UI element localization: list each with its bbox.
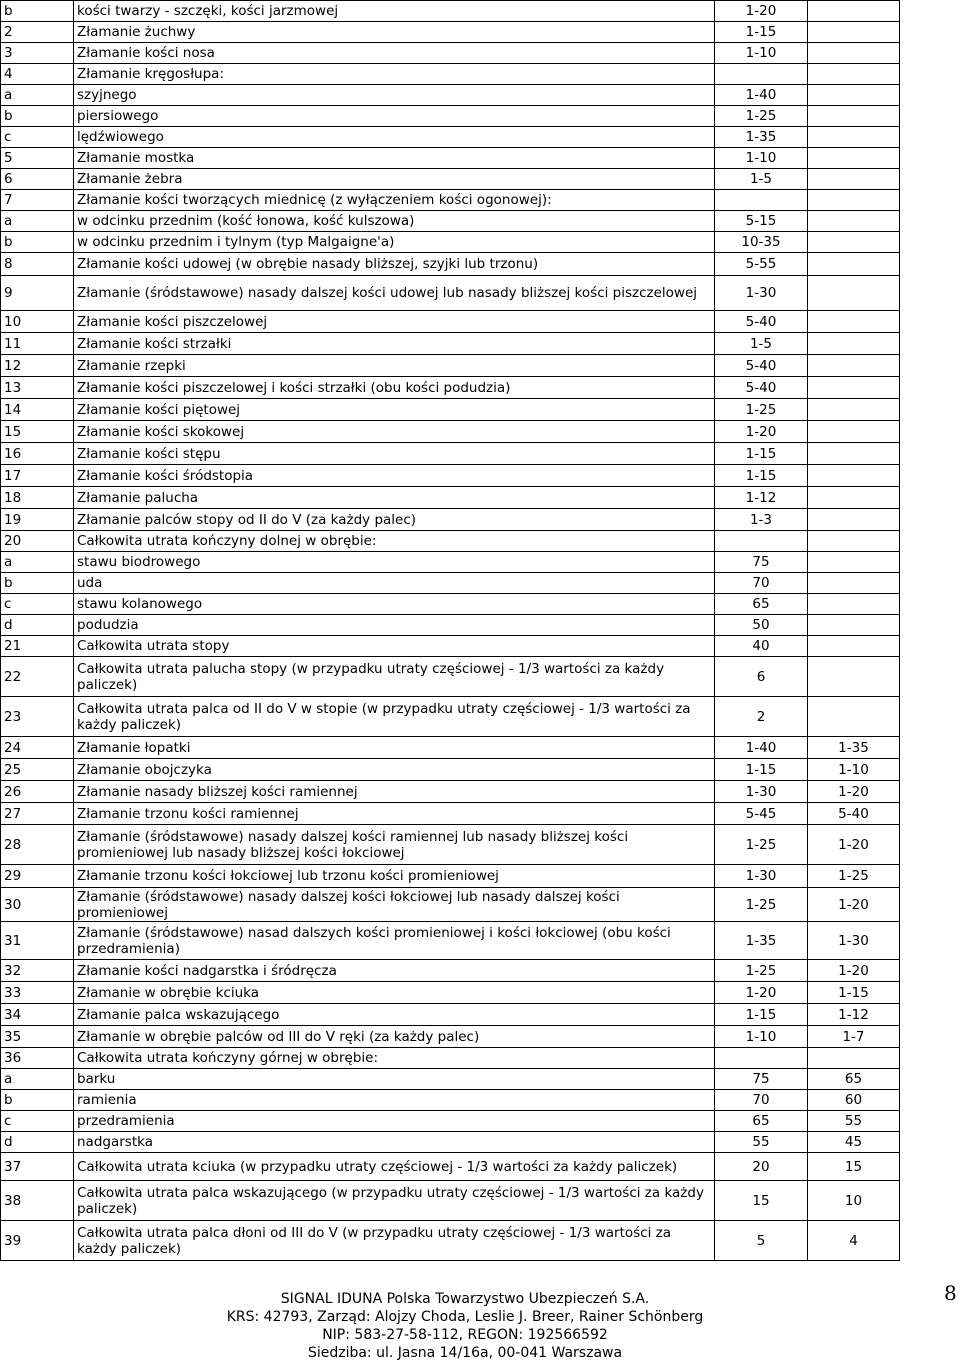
row-description: Złamanie trzonu kości ramiennej <box>74 803 715 825</box>
row-description: w odcinku przednim (kość łonowa, kość kulszowa) <box>74 211 715 232</box>
table-row <box>1 377 900 399</box>
row-value-1: 1-10 <box>715 1026 808 1048</box>
row-number: 28 <box>1 825 74 865</box>
row-value-2 <box>808 657 900 697</box>
row-number: 26 <box>1 781 74 803</box>
row-value-1: 1-5 <box>715 169 808 190</box>
table-row <box>1 276 900 311</box>
row-description: Całkowita utrata stopy <box>74 636 715 657</box>
row-description: Złamanie łopatki <box>74 737 715 759</box>
row-description: Złamanie kości stępu <box>74 443 715 465</box>
row-value-2 <box>808 594 900 615</box>
row-value-1: 1-35 <box>715 127 808 148</box>
row-value-1: 70 <box>715 573 808 594</box>
row-description: Złamanie kości piętowej <box>74 399 715 421</box>
row-number: 25 <box>1 759 74 781</box>
row-number: 24 <box>1 737 74 759</box>
row-description: Złamanie nasady bliższej kości ramiennej <box>74 781 715 803</box>
table-row <box>1 573 900 594</box>
row-description: Złamanie obojczyka <box>74 759 715 781</box>
row-description: stawu biodrowego <box>74 552 715 573</box>
row-description: Złamanie kości piszczelowej <box>74 311 715 333</box>
row-value-2 <box>808 377 900 399</box>
row-number: 37 <box>1 1153 74 1181</box>
row-value-1: 70 <box>715 1090 808 1111</box>
row-description: Całkowita utrata kończyny dolnej w obrębie: <box>74 531 715 552</box>
row-value-1: 50 <box>715 615 808 636</box>
row-value-2 <box>808 311 900 333</box>
row-value-2: 1-25 <box>808 865 900 888</box>
row-number: 33 <box>1 982 74 1004</box>
row-value-2 <box>808 276 900 311</box>
row-value-1: 1-15 <box>715 465 808 487</box>
table-row <box>1 85 900 106</box>
row-number: 17 <box>1 465 74 487</box>
table-row <box>1 1221 900 1261</box>
row-description: Złamanie kręgosłupa: <box>74 64 715 85</box>
row-value-1: 1-25 <box>715 106 808 127</box>
row-description: Złamanie kości nosa <box>74 43 715 64</box>
table-row <box>1 865 900 888</box>
row-value-1: 5-40 <box>715 355 808 377</box>
row-number: b <box>1 232 74 253</box>
row-value-2 <box>808 531 900 552</box>
row-value-1 <box>715 190 808 211</box>
row-number: 15 <box>1 421 74 443</box>
row-value-1: 1-20 <box>715 1 808 22</box>
row-description: uda <box>74 573 715 594</box>
row-number: 29 <box>1 865 74 888</box>
table-row <box>1 106 900 127</box>
row-value-1: 5 <box>715 1221 808 1261</box>
row-value-1: 1-30 <box>715 781 808 803</box>
row-number: b <box>1 1090 74 1111</box>
table-row <box>1 1069 900 1090</box>
row-number: 7 <box>1 190 74 211</box>
table-row <box>1 127 900 148</box>
table-row <box>1 169 900 190</box>
row-description: Złamanie kości piszczelowej i kości strzałki (obu kości podudzia) <box>74 377 715 399</box>
row-value-1: 1-40 <box>715 737 808 759</box>
row-number: b <box>1 1 74 22</box>
row-value-1: 1-10 <box>715 43 808 64</box>
row-value-2 <box>808 1 900 22</box>
row-value-2 <box>808 697 900 737</box>
row-number: 13 <box>1 377 74 399</box>
table-row <box>1 311 900 333</box>
row-number: b <box>1 573 74 594</box>
row-value-1: 5-45 <box>715 803 808 825</box>
row-value-1 <box>715 64 808 85</box>
row-description: Złamanie kości strzałki <box>74 333 715 355</box>
row-value-1: 5-40 <box>715 311 808 333</box>
row-number: 34 <box>1 1004 74 1026</box>
row-number: 6 <box>1 169 74 190</box>
table-row <box>1 1 900 22</box>
row-value-2: 1-35 <box>808 737 900 759</box>
row-value-1: 1-20 <box>715 982 808 1004</box>
row-value-1: 1-35 <box>715 922 808 960</box>
row-value-1: 5-40 <box>715 377 808 399</box>
row-value-2 <box>808 399 900 421</box>
row-value-1: 1-25 <box>715 888 808 922</box>
row-value-1: 75 <box>715 552 808 573</box>
row-number: 23 <box>1 697 74 737</box>
row-value-1: 65 <box>715 1111 808 1132</box>
row-value-2: 4 <box>808 1221 900 1261</box>
row-value-2 <box>808 421 900 443</box>
row-value-1: 1-15 <box>715 759 808 781</box>
table-row <box>1 1153 900 1181</box>
row-value-2 <box>808 355 900 377</box>
row-value-1: 1-30 <box>715 276 808 311</box>
table-row <box>1 594 900 615</box>
table-row <box>1 803 900 825</box>
table-row <box>1 888 900 922</box>
row-number: a <box>1 552 74 573</box>
footer-address: Siedziba: ul. Jasna 14/16a, 00-041 Warszawa <box>307 1345 623 1361</box>
row-value-2: 45 <box>808 1132 900 1153</box>
row-description: Złamanie w obrębie kciuka <box>74 982 715 1004</box>
row-value-2: 1-20 <box>808 781 900 803</box>
row-value-1: 1-40 <box>715 85 808 106</box>
row-number: 27 <box>1 803 74 825</box>
row-value-2: 5-40 <box>808 803 900 825</box>
table-row <box>1 211 900 232</box>
table-row <box>1 1004 900 1026</box>
row-number: 11 <box>1 333 74 355</box>
row-value-2 <box>808 43 900 64</box>
row-number: a <box>1 1069 74 1090</box>
row-description: Złamanie mostka <box>74 148 715 169</box>
row-value-1: 1-3 <box>715 509 808 531</box>
row-value-2: 1-30 <box>808 922 900 960</box>
row-value-2 <box>808 169 900 190</box>
table-row <box>1 399 900 421</box>
row-number: c <box>1 594 74 615</box>
table-row <box>1 781 900 803</box>
table-row <box>1 737 900 759</box>
row-number: a <box>1 211 74 232</box>
row-value-1: 1-25 <box>715 399 808 421</box>
row-description: Złamanie (śródstawowe) nasad dalszych kości promieniowej i kości łokciowej (obu kości przedramienia) <box>74 922 715 960</box>
row-value-2 <box>808 253 900 276</box>
row-value-1: 55 <box>715 1132 808 1153</box>
row-value-2: 1-7 <box>808 1026 900 1048</box>
row-number: 20 <box>1 531 74 552</box>
row-number: 3 <box>1 43 74 64</box>
row-value-2: 1-20 <box>808 888 900 922</box>
row-description: Złamanie rzepki <box>74 355 715 377</box>
row-value-2 <box>808 148 900 169</box>
table-row <box>1 1111 900 1132</box>
row-description: podudzia <box>74 615 715 636</box>
row-description: Złamanie kości skokowej <box>74 421 715 443</box>
row-value-2 <box>808 552 900 573</box>
row-number: 36 <box>1 1048 74 1069</box>
row-description: stawu kolanowego <box>74 594 715 615</box>
row-number: 19 <box>1 509 74 531</box>
page-number: 8 <box>944 1281 957 1305</box>
row-value-2: 1-10 <box>808 759 900 781</box>
row-value-2 <box>808 1048 900 1069</box>
row-description: Złamanie żuchwy <box>74 22 715 43</box>
row-description: Całkowita utrata palca dłoni od III do V (w przypadku utraty częściowej - 1/3 wartości za każdy paliczek) <box>74 1221 715 1261</box>
row-number: 14 <box>1 399 74 421</box>
row-value-1: 1-20 <box>715 421 808 443</box>
row-value-1: 5-55 <box>715 253 808 276</box>
table-row <box>1 1132 900 1153</box>
row-value-1: 1-5 <box>715 333 808 355</box>
row-value-1: 1-30 <box>715 865 808 888</box>
row-value-1 <box>715 1048 808 1069</box>
row-number: c <box>1 127 74 148</box>
row-description: Złamanie trzonu kości łokciowej lub trzonu kości promieniowej <box>74 865 715 888</box>
row-value-2 <box>808 333 900 355</box>
table-row <box>1 443 900 465</box>
row-number: 5 <box>1 148 74 169</box>
table-row <box>1 759 900 781</box>
row-value-1: 1-25 <box>715 960 808 982</box>
row-value-2: 1-12 <box>808 1004 900 1026</box>
table-row <box>1 487 900 509</box>
row-number: 30 <box>1 888 74 922</box>
row-description: ramienia <box>74 1090 715 1111</box>
row-value-2 <box>808 22 900 43</box>
row-value-1 <box>715 531 808 552</box>
table-row <box>1 825 900 865</box>
benefits-table-body <box>1 1 900 1261</box>
row-number: 18 <box>1 487 74 509</box>
table-row <box>1 148 900 169</box>
row-number: 16 <box>1 443 74 465</box>
row-number: 4 <box>1 64 74 85</box>
row-value-1: 20 <box>715 1153 808 1181</box>
row-description: Złamanie kości tworzących miednicę (z wyłączeniem kości ogonowej): <box>74 190 715 211</box>
row-number: 10 <box>1 311 74 333</box>
row-number: 2 <box>1 22 74 43</box>
row-value-2 <box>808 190 900 211</box>
row-value-1: 1-12 <box>715 487 808 509</box>
row-value-2: 55 <box>808 1111 900 1132</box>
row-number: 32 <box>1 960 74 982</box>
row-number: 8 <box>1 253 74 276</box>
row-value-2: 15 <box>808 1153 900 1181</box>
row-value-2: 65 <box>808 1069 900 1090</box>
table-row <box>1 531 900 552</box>
row-number: d <box>1 615 74 636</box>
row-value-2 <box>808 465 900 487</box>
table-row <box>1 22 900 43</box>
row-description: Złamanie palucha <box>74 487 715 509</box>
row-description: Złamanie (śródstawowe) nasady dalszej kości łokciowej lub nasady dalszej kości promieniowej <box>74 888 715 922</box>
row-description: Złamanie palca wskazującego <box>74 1004 715 1026</box>
row-value-2: 1-20 <box>808 825 900 865</box>
footer-nip-regon: NIP: 583-27-58-112, REGON: 192566592 <box>322 1327 608 1343</box>
row-description: Całkowita utrata palucha stopy (w przypadku utraty częściowej - 1/3 wartości za każdy paliczek) <box>74 657 715 697</box>
row-value-2: 10 <box>808 1181 900 1221</box>
row-value-2: 1-20 <box>808 960 900 982</box>
table-row <box>1 1026 900 1048</box>
row-value-1: 1-15 <box>715 443 808 465</box>
row-number: d <box>1 1132 74 1153</box>
row-description: Złamanie kości śródstopia <box>74 465 715 487</box>
row-value-2 <box>808 509 900 531</box>
table-row <box>1 64 900 85</box>
row-value-1: 1-25 <box>715 825 808 865</box>
row-value-2: 1-15 <box>808 982 900 1004</box>
row-value-2 <box>808 127 900 148</box>
row-description: szyjnego <box>74 85 715 106</box>
table-row <box>1 697 900 737</box>
row-value-2 <box>808 443 900 465</box>
row-number: 31 <box>1 922 74 960</box>
row-value-2 <box>808 106 900 127</box>
table-row <box>1 960 900 982</box>
row-description: lędźwiowego <box>74 127 715 148</box>
table-row <box>1 421 900 443</box>
row-value-2: 60 <box>808 1090 900 1111</box>
row-description: Całkowita utrata kciuka (w przypadku utraty częściowej - 1/3 wartości za każdy paliczek) <box>74 1153 715 1181</box>
row-value-2 <box>808 573 900 594</box>
row-description: Złamanie w obrębie palców od III do V ręki (za każdy palec) <box>74 1026 715 1048</box>
row-description: Złamanie (śródstawowe) nasady dalszej kości ramiennej lub nasady bliższej kości promieniowej lub nasady bliższej kości łokciowej <box>74 825 715 865</box>
row-number: 38 <box>1 1181 74 1221</box>
row-value-1: 5-15 <box>715 211 808 232</box>
row-value-1: 1-15 <box>715 1004 808 1026</box>
table-row <box>1 615 900 636</box>
row-value-2 <box>808 64 900 85</box>
row-value-1: 1-10 <box>715 148 808 169</box>
row-number: 35 <box>1 1026 74 1048</box>
row-description: Złamanie kości nadgarstka i śródręcza <box>74 960 715 982</box>
table-row <box>1 1048 900 1069</box>
table-row <box>1 355 900 377</box>
table-row <box>1 552 900 573</box>
table-row <box>1 1181 900 1221</box>
row-value-2 <box>808 487 900 509</box>
row-number: 9 <box>1 276 74 311</box>
table-row <box>1 190 900 211</box>
row-value-1: 6 <box>715 657 808 697</box>
row-value-1: 40 <box>715 636 808 657</box>
table-row <box>1 333 900 355</box>
row-description: w odcinku przednim i tylnym (typ Malgaigne'a) <box>74 232 715 253</box>
table-row <box>1 636 900 657</box>
footer-company-name: SIGNAL IDUNA Polska Towarzystwo Ubezpieczeń S.A. <box>280 1291 650 1307</box>
row-description: Całkowita utrata kończyny górnej w obrębie: <box>74 1048 715 1069</box>
row-number: 12 <box>1 355 74 377</box>
table-row <box>1 982 900 1004</box>
row-description: piersiowego <box>74 106 715 127</box>
row-description: Całkowita utrata palca od II do V w stopie (w przypadku utraty częściowej - 1/3 wartości za każdy paliczek) <box>74 697 715 737</box>
row-value-1: 1-15 <box>715 22 808 43</box>
row-value-1: 2 <box>715 697 808 737</box>
row-description: przedramienia <box>74 1111 715 1132</box>
table-row <box>1 657 900 697</box>
row-value-2 <box>808 615 900 636</box>
table-row <box>1 232 900 253</box>
row-number: 39 <box>1 1221 74 1261</box>
row-description: Całkowita utrata palca wskazującego (w przypadku utraty częściowej - 1/3 wartości za każdy paliczek) <box>74 1181 715 1221</box>
table-row <box>1 43 900 64</box>
row-value-1: 75 <box>715 1069 808 1090</box>
row-description: kości twarzy - szczęki, kości jarzmowej <box>74 1 715 22</box>
row-number: 22 <box>1 657 74 697</box>
row-value-2 <box>808 211 900 232</box>
row-description: Złamanie palców stopy od II do V (za każdy palec) <box>74 509 715 531</box>
row-description: Złamanie (śródstawowe) nasady dalszej kości udowej lub nasady bliższej kości piszczelowej <box>74 276 715 311</box>
footer-krs-board: KRS: 42793, Zarząd: Alojzy Choda, Leslie J. Breer, Rainer Schönberg <box>226 1309 704 1325</box>
row-number: c <box>1 1111 74 1132</box>
row-description: Złamanie żebra <box>74 169 715 190</box>
row-value-1: 15 <box>715 1181 808 1221</box>
row-value-2 <box>808 636 900 657</box>
row-number: a <box>1 85 74 106</box>
row-value-1: 65 <box>715 594 808 615</box>
company-footer <box>180 1290 750 1362</box>
table-row <box>1 1090 900 1111</box>
row-number: 21 <box>1 636 74 657</box>
row-value-2 <box>808 85 900 106</box>
row-value-2 <box>808 232 900 253</box>
table-row <box>1 509 900 531</box>
row-description: barku <box>74 1069 715 1090</box>
table-row <box>1 253 900 276</box>
table-row <box>1 465 900 487</box>
row-number: b <box>1 106 74 127</box>
row-value-1: 10-35 <box>715 232 808 253</box>
row-description: Złamanie kości udowej (w obrębie nasady bliższej, szyjki lub trzonu) <box>74 253 715 276</box>
table-row <box>1 922 900 960</box>
row-description: nadgarstka <box>74 1132 715 1153</box>
